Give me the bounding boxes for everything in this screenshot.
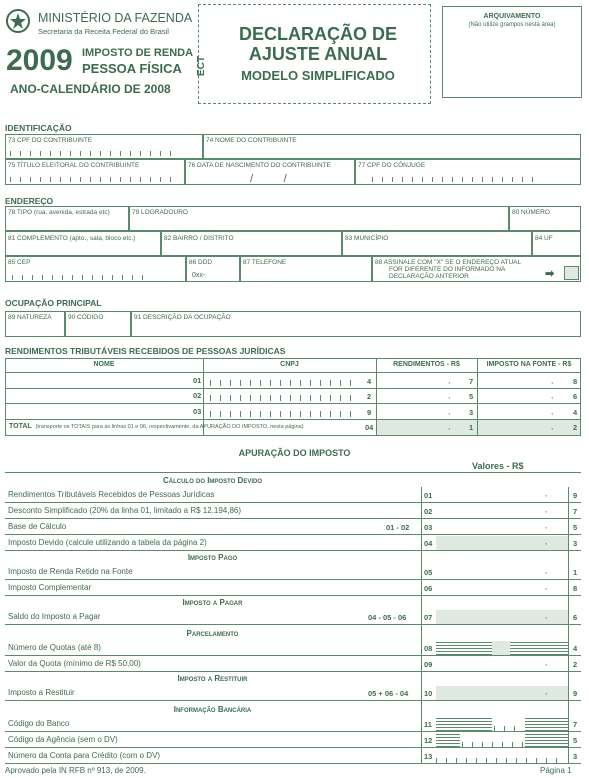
pago-header: Imposto Pago [187,553,238,562]
total-imposto-cell [478,420,580,435]
ddd-label: 86 DDD [189,259,213,266]
apuracao-rule [5,472,581,473]
calendar-year: ANO-CALENDÁRIO DE 2008 [10,82,171,96]
line-04-label: Imposto Devido (calcule utilizando a tabela da página 2) [8,538,207,547]
imposto-dv: 4 [573,408,578,417]
bairro-label: 82 BAIRRO / DISTRITO [164,235,234,242]
complemento-label [8,235,135,242]
line-03 [5,519,581,535]
total-label-text: TOTAL [9,423,32,430]
cpf-conjuge-label: 77 CPF DO CÔNJUGE [358,162,426,169]
complemento-hint: (apto., sala, bloco etc.) [69,235,136,242]
decimal-separator: , [448,422,451,431]
line-12-hatch-right [525,733,568,747]
total-rendimentos-dv: 1 [469,423,474,432]
num-13: 13 [424,752,433,761]
cnpj-dv: 2 [367,392,372,401]
line-03-formula: 01 - 02 [386,523,410,532]
line-04-value [436,536,568,550]
total-imposto-dv: 2 [573,423,578,432]
dv-02: 7 [573,507,578,516]
cnpj-dv: 9 [367,408,372,417]
tax-title-line1: IMPOSTO DE RENDA [82,47,194,59]
decimal-separator: , [545,658,548,667]
dv-13: 3 [573,752,578,761]
valores-header: Valores - R$ [472,461,524,471]
num-11: 11 [424,720,432,729]
values-column-right [568,487,569,764]
decimal-separator: , [545,521,548,530]
form-year: 2009 [6,44,73,77]
col-rendimentos: RENDIMENTOS - R$ [393,361,460,368]
line-12-hatch-left [436,733,460,747]
num-03: 03 [424,523,433,532]
col-imposto-fonte: IMPOSTO NA FONTE - R$ [486,361,572,368]
decimal-separator: , [551,407,554,416]
numero-label: 80 NÚMERO [512,209,550,216]
dv-07: 6 [573,613,578,622]
cnpj-ticks[interactable] [210,380,360,386]
line-07-label: Saldo do Imposto a Pagar [8,612,101,621]
declaration-title-line2: AJUSTE ANUAL [248,44,388,64]
coat-of-arms-icon [5,8,31,34]
rendimentos-row-rule [5,403,581,404]
page-number: Página 1 [540,766,572,775]
num-12: 12 [424,736,433,745]
descricao-label: 91 DESCRIÇÃO DA OCUPAÇÃO [134,314,231,321]
codigo-label: 90 CÓDIGO [68,314,104,321]
imposto-dv: 8 [573,377,578,386]
archive-note: (Não utilize grampos nesta área) [468,22,556,28]
line-07-value [436,610,568,624]
cpf-label: 73 CPF DO CONTRIBUINTE [8,137,93,144]
decimal-separator: , [545,489,548,498]
total-note: (transporte os TOTAIS para as linhas 01 e 06, respectivamente, da APURAÇÃO DO IMPOSTO, nesta página) [35,424,304,430]
line-10-formula: 05 + 06 - 04 [368,689,409,698]
decimal-separator: , [545,537,548,546]
line-11-hatch-right [525,717,568,731]
a-restituir-header: Imposto a Restituir [177,674,248,683]
line-08-value[interactable] [492,641,510,655]
col-cnpj: CNPJ [280,361,299,368]
dv-10: 9 [573,689,578,698]
decimal-separator: , [545,687,548,696]
ect-label: ECT [196,56,207,76]
tipo-label-text: 78 TIPO [8,209,33,216]
dv-01: 9 [573,491,578,500]
declaration-title-line1: DECLARAÇÃO DE [238,24,397,44]
endereco-alterado-line2: FOR DIFERENTE DO INFORMADO NA [389,266,506,273]
decimal-separator: , [448,391,451,400]
line-11-ticks[interactable] [494,726,524,731]
cep-ticks [12,275,152,280]
line-09-label: Valor da Quota (mínimo de R$ 50,00) [8,659,141,668]
decimal-separator: , [545,582,548,591]
line-08-label: Número de Quotas (até 8) [8,643,101,652]
dv-06: 8 [573,584,578,593]
nome-label: 74 NOME DO CONTRIBUINTE [206,137,297,144]
endereco-alterado-line1: 88 ASSINALE COM "X" SE O ENDEREÇO ATUAL [375,259,522,266]
rendimentos-dv: 5 [469,392,474,401]
nascimento-label: 76 DATA DE NASCIMENTO DO CONTRIBUINTE [188,162,332,169]
bancaria-header: Informação Bancária [173,705,252,714]
section-endereco: ENDEREÇO [5,196,54,206]
line-10-value [436,686,568,700]
a-pagar-header: Imposto a Pagar [182,598,243,607]
cnpj-dv: 4 [367,377,372,386]
date-slashes: / / [250,173,287,185]
section-ocupacao: OCUPAÇÃO PRINCIPAL [5,298,102,308]
titulo-eleitoral-label: 75 TÍTULO ELEITORAL DO CONTRIBUINTE [8,162,140,169]
apuracao-title: APURAÇÃO DO IMPOSTO [238,448,351,458]
rendimentos-dv: 3 [469,408,474,417]
decimal-separator: , [551,376,554,385]
row-number: 02 [193,391,202,400]
line-02 [5,503,581,519]
line-03-label: Base de Cálculo [8,522,67,531]
total-row-number: 04 [365,423,374,432]
titulo-eleitoral-ticks [10,177,180,182]
dv-08: 4 [573,644,578,653]
calculo-header: Cálculo do Imposto Devido [162,476,262,485]
line-07-formula: 04 - 05 - 06 [368,613,407,622]
decimal-separator: , [545,505,548,514]
num-04: 04 [424,539,433,548]
line-01 [5,487,581,503]
secretaria-name: Secretaria da Receita Federal do Brasil [38,27,169,36]
line-08-hatch-left [436,641,492,655]
total-label [9,423,304,430]
row-number: 03 [193,407,202,416]
num-02: 02 [424,507,433,516]
row-number: 01 [193,376,202,385]
line-11-hatch-left [436,717,492,731]
uf-label: 84 UF [535,235,553,242]
tipo-hint: (rua, avenida, estrada etc) [33,209,110,216]
num-07: 07 [424,613,433,622]
line-02-label: Desconto Simplificado (20% da linha 01, limitado a R$ 12.194,86) [8,506,242,515]
decimal-separator: , [545,566,548,575]
line-13-ticks[interactable] [436,758,566,763]
telefone-label: 87 TELEFONE [243,259,287,266]
line-12-ticks[interactable] [462,742,524,747]
tipo-label [8,209,110,216]
line-09 [5,656,581,672]
decimal-separator: , [545,611,548,620]
cnpj-ticks[interactable] [210,395,360,401]
rendimentos-row-rule [5,388,581,389]
line-06-label: Imposto Complementar [8,583,92,592]
endereco-alterado-checkbox[interactable] [564,266,579,280]
cnpj-ticks[interactable] [210,411,360,417]
section-identificacao: IDENTIFICAÇÃO [5,123,72,133]
parcelamento-header: Parcelamento [186,629,239,638]
num-08: 08 [424,644,433,653]
num-06: 06 [424,584,433,593]
cep-label: 85 CEP [8,259,31,266]
ddd-prefix: 0xx- [192,272,206,279]
rendimentos-header-rule [5,372,581,373]
total-rendimentos-cell [377,420,477,435]
imposto-dv: 6 [573,392,578,401]
section-rendimentos: RENDIMENTOS TRIBUTÁVEIS RECEBIDOS DE PESSOAS JURÍDICAS [5,346,286,356]
ministry-name: MINISTÉRIO DA FAZENDA [38,11,193,25]
num-10: 10 [424,689,433,698]
dv-12: 5 [573,736,578,745]
dv-03: 5 [573,523,578,532]
num-09: 09 [424,660,433,669]
num-01: 01 [424,491,433,500]
declaration-title-line3: MODELO SIMPLIFICADO [241,68,395,83]
municipio-label: 83 MUNICÍPIO [345,235,389,242]
logradouro-label: 79 LOGRADOURO [132,209,188,216]
endereco-alterado-line3: DECLARAÇÃO ANTERIOR [389,273,469,280]
dv-04: 3 [573,539,578,548]
num-05: 05 [424,568,433,577]
values-column-left [421,487,422,764]
dv-11: 7 [573,720,578,729]
line-12-label: Código da Agência (sem o DV) [8,735,118,744]
rendimentos-dv: 7 [469,377,474,386]
dv-09: 2 [573,660,578,669]
line-01-label: Rendimentos Tributáveis Recebidos de Pessoas Jurídicas [8,490,215,499]
line-10-label: Imposto a Restituir [8,688,75,697]
line-06 [5,580,581,596]
line-13-label: Número da Conta para Crédito (com o DV) [8,751,161,760]
decimal-separator: , [551,391,554,400]
decimal-separator: , [448,376,451,385]
cpf-ticks [10,151,180,156]
cpf-conjuge-ticks [372,177,542,182]
arrow-right-icon: ➡ [545,268,555,280]
line-05-label: Imposto de Renda Retido na Fonte [8,567,133,576]
complemento-label-text: 81 COMPLEMENTO [8,235,68,242]
archive-title: ARQUIVAMENTO [483,13,541,20]
col-nome: NOME [93,361,115,368]
natureza-label: 89 NATUREZA [8,314,52,321]
decimal-separator: , [448,407,451,416]
decimal-separator: , [551,422,554,431]
line-08-hatch-right [510,641,568,655]
approval-note: Aprovado pela IN RFB nº 913, de 2009. [5,766,146,775]
dv-05: 1 [573,568,578,577]
tax-title-line2: PESSOA FÍSICA [82,61,182,76]
line-11-label: Código do Banco [8,719,70,728]
line-05 [5,564,581,580]
